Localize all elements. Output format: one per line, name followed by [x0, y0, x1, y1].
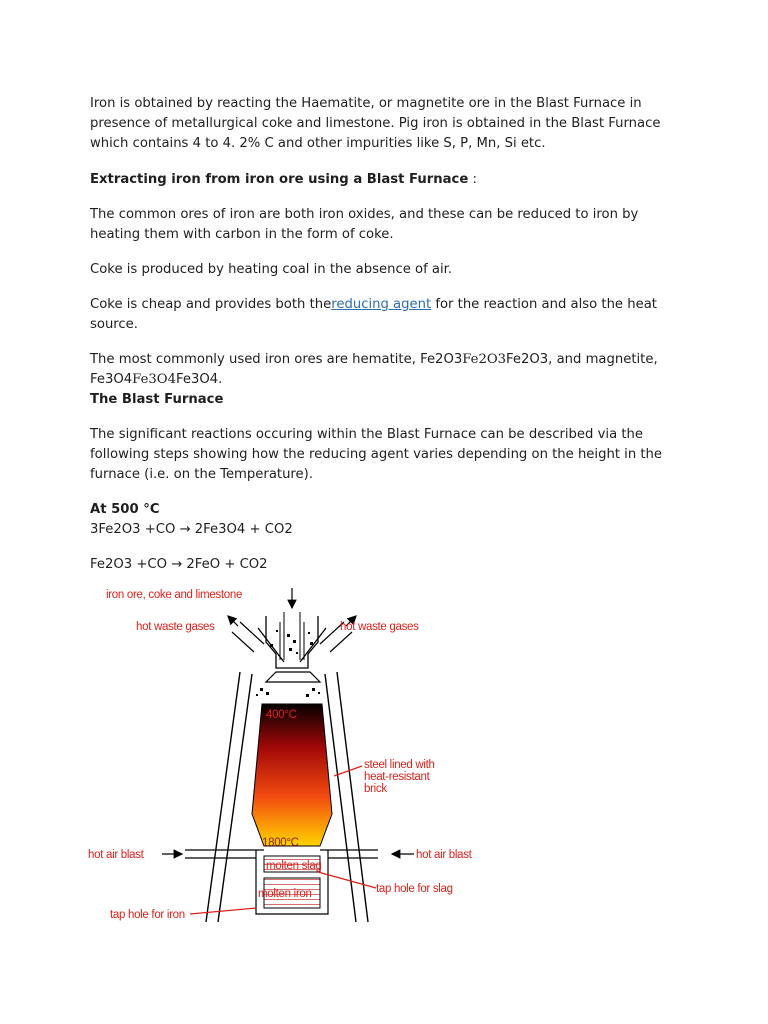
label-temp-400: 400°C — [266, 709, 297, 721]
reducing-agent-link[interactable]: reducing agent — [331, 297, 432, 312]
equation-2: Fe2O3 +CO → 2FeO + CO2 — [90, 557, 268, 572]
furnace-body — [252, 704, 332, 846]
blast-furnace-svg — [80, 582, 480, 922]
furnace-hopper — [256, 612, 326, 697]
label-charge: iron ore, coke and limestone — [106, 589, 243, 601]
formula-magnetite-a: Fe3O4 — [90, 372, 133, 387]
reactions-intro-paragraph: The significant reactions occuring within the Blast Furnace can be described via the following steps showing how the reducing agent varies depending on the height in the furnace (i.e. on the Temperature). — [90, 427, 663, 482]
label-temp-1800: 1800°C — [262, 837, 299, 849]
intro-paragraph: Iron is obtained by reacting the Haematite, or magnetite ore in the Blast Furnace in presence of metallurgical coke and limestone. Pig iron is obtained in the Blast Furnace which contains 4 to 4. 2% C and other impurities like S, P, Mn, Si etc. — [90, 96, 661, 151]
label-air-right: hot air blast — [416, 849, 472, 861]
label-steel-3: brick — [364, 783, 387, 795]
formula-hematite: Fe2O3 — [462, 352, 507, 367]
label-waste-right: hot waste gases — [340, 621, 419, 633]
at-500-heading: At 500 °C — [90, 502, 160, 517]
label-tap-slag: tap hole for slag — [376, 883, 453, 895]
coke-produced-paragraph: Coke is produced by heating coal in the absence of air. — [90, 262, 453, 277]
formula-magnetite-b: Fe3O4 — [132, 372, 176, 387]
ores-paragraph: The common ores of iron are both iron oxides, and these can be reduced to iron by heating them with carbon in the form of coke. — [90, 207, 639, 242]
extract-heading-line — [90, 170, 690, 190]
coke-cheap-post: for the reaction and also the heat source. — [90, 297, 657, 332]
blast-furnace-heading: The Blast Furnace — [90, 392, 224, 407]
coke-cheap-pre: Coke is cheap and provides both the — [90, 297, 332, 312]
label-waste-left: hot waste gases — [136, 621, 215, 633]
equation-1: 3Fe2O3 +CO → 2Fe3O4 + CO2 — [90, 522, 293, 537]
common-ores-mid: Fe2O3, and magnetite, — [506, 352, 658, 367]
label-molten-slag: molten slag — [266, 860, 322, 872]
label-steel-1: steel lined with — [364, 759, 435, 771]
coke-cheap-paragraph — [90, 295, 690, 335]
common-ores-pre: The most commonly used iron ores are hematite, Fe2O3 — [90, 352, 463, 367]
extract-heading: Extracting iron from iron ore using a Blast Furnace — [90, 172, 469, 187]
label-steel-2: heat-resistant — [364, 771, 430, 783]
label-tap-iron: tap hole for iron — [110, 909, 185, 921]
blast-furnace-diagram — [80, 582, 480, 922]
document-body — [90, 94, 690, 575]
waste-gas-ducts — [228, 588, 356, 652]
formula-magnetite-c: Fe3O4. — [175, 372, 223, 387]
extract-heading-suffix: : — [468, 172, 477, 187]
common-ores-paragraph — [90, 350, 690, 390]
label-molten-iron: molten iron — [258, 888, 312, 900]
label-air-left: hot air blast — [88, 849, 144, 861]
